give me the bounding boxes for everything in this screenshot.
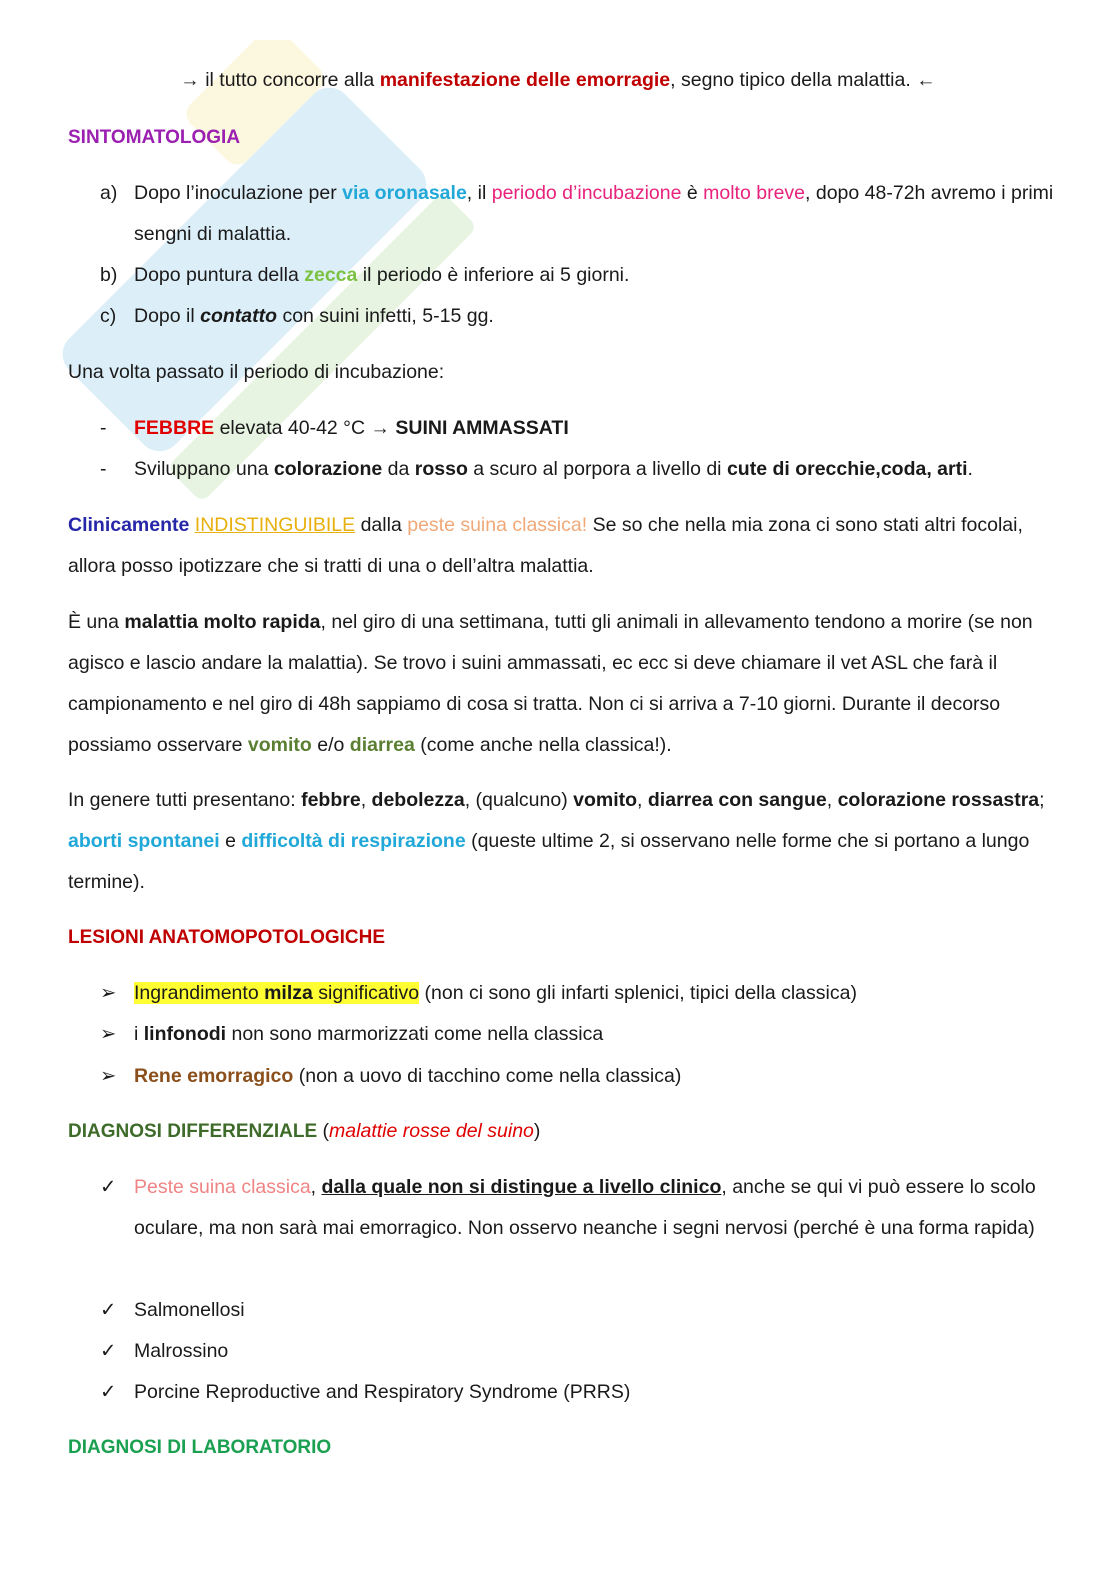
suini-ammassati: SUINI AMMASSATI <box>389 417 569 439</box>
diarrea-sangue: diarrea con sangue <box>647 789 827 811</box>
text: dalla <box>355 514 408 536</box>
list-item <box>134 973 1054 1014</box>
vomito: vomito <box>247 734 312 756</box>
text: , dopo 48-72h avremo i primi sengni di malattia. <box>134 182 1054 245</box>
text: , <box>826 789 838 811</box>
linfonodi: linfonodi <box>143 1023 227 1045</box>
highlighted-text <box>134 982 419 1004</box>
list-item: Salmonellosi <box>134 1299 245 1321</box>
text: da <box>382 458 415 480</box>
milza: milza <box>264 982 313 1004</box>
intro-post: , segno tipico della malattia. <box>670 69 917 91</box>
peste-suina-classica: Peste suina classica <box>134 1176 311 1198</box>
list-marker: c) <box>100 305 117 327</box>
intro-line <box>0 60 1116 101</box>
arrow-bullet-icon: ➢ <box>100 1023 117 1045</box>
malattie-rosse: malattie rosse del suino <box>329 1120 534 1142</box>
text: elevata 40-42 °C <box>214 417 371 439</box>
text: , anche se qui vi può essere lo scolo oculare, ma non sarà mai emorragico. Non osservo neanche i segni nervosi (perché è una forma rapida) <box>134 1176 1036 1239</box>
indistinguibile: INDISTINGUIBILE <box>194 514 356 536</box>
heading-lesioni: LESIONI ANATOMOPOTOLOGICHE <box>68 927 386 948</box>
list-item <box>134 1167 1054 1249</box>
list-item <box>134 1056 1054 1097</box>
arrow-right-icon: → <box>180 69 200 91</box>
list-marker: - <box>100 458 107 480</box>
arrow-bullet-icon: ➢ <box>100 982 117 1004</box>
text: ( <box>317 1120 330 1142</box>
colorazione-rossastra: colorazione rossastra <box>837 789 1040 811</box>
intro-pre: il tutto concorre alla <box>199 69 380 91</box>
list-item <box>134 408 1054 449</box>
rene-emorragico: Rene emorragico <box>134 1065 294 1087</box>
text: In genere tutti presentano: <box>68 789 302 811</box>
arrow-left-icon: ← <box>916 69 936 91</box>
rapida-paragraph <box>68 602 1058 766</box>
contatto: contatto <box>200 305 278 327</box>
text: (come anche nella classica!). <box>414 734 672 756</box>
arrow-bullet-icon: ➢ <box>100 1065 117 1087</box>
molto-breve: molto breve <box>703 182 806 204</box>
text: e <box>219 830 242 852</box>
text: Dopo il <box>134 305 201 327</box>
text: Dopo puntura della <box>134 264 305 286</box>
list-item <box>134 173 1054 255</box>
heading-diagnosi-laboratorio: DIAGNOSI DI LABORATORIO <box>68 1437 332 1458</box>
text: , il <box>466 182 492 204</box>
check-icon: ✓ <box>100 1381 117 1403</box>
list-item <box>134 449 1054 490</box>
list-marker: - <box>100 417 107 439</box>
text: (non a uovo di tacchino come nella classica) <box>293 1065 682 1087</box>
list-item <box>134 296 1054 337</box>
diarrea: diarrea <box>349 734 415 756</box>
intro-emphasis: manifestazione delle emorragie <box>379 69 671 91</box>
text: ) <box>533 1120 541 1142</box>
check-icon: ✓ <box>100 1340 117 1362</box>
text: Dopo l’inoculazione per <box>134 182 343 204</box>
vomito: vomito <box>573 789 638 811</box>
text: con suini infetti, 5-15 gg. <box>277 305 494 327</box>
periodo-incubazione: periodo d’incubazione <box>491 182 682 204</box>
debolezza: debolezza <box>371 789 465 811</box>
malattia-rapida: malattia molto rapida <box>124 611 321 633</box>
colorazione: colorazione <box>273 458 383 480</box>
febbre-label: FEBBRE <box>134 417 215 439</box>
text: (queste ultime 2, si osservano nelle forme che si portano a lungo termine). <box>68 830 1030 893</box>
text: (non ci sono gli infarti splenici, tipici della classica) <box>419 982 857 1004</box>
list-marker: a) <box>100 182 118 204</box>
aborti-spontanei: aborti spontanei <box>68 830 220 852</box>
difficolta-respirazione: difficoltà di respirazione <box>241 830 466 852</box>
heading-sintomatologia: SINTOMATOLOGIA <box>68 127 241 148</box>
list-marker: b) <box>100 264 118 286</box>
text: significativo <box>312 982 420 1004</box>
genere-paragraph <box>68 780 1058 903</box>
text: Se so che nella mia zona ci sono stati altri focolai, allora posso ipotizzare che si tratti di una o dell’altra malattia. <box>68 514 1023 577</box>
clinicamente: Clinicamente <box>68 514 190 536</box>
zecca: zecca <box>304 264 358 286</box>
via-oronasale: via oronasale <box>342 182 467 204</box>
check-icon: ✓ <box>100 1299 117 1321</box>
rosso: rosso <box>414 458 468 480</box>
text: È una <box>68 611 125 633</box>
una-volta-paragraph: Una volta passato il periodo di incubazione: <box>68 361 445 383</box>
list-item: Porcine Reproductive and Respiratory Syndrome (PRRS) <box>134 1381 631 1403</box>
arrow-right-icon: → <box>370 417 390 439</box>
heading-text: DIAGNOSI DIFFERENZIALE <box>68 1121 318 1142</box>
list-item <box>134 1014 1054 1055</box>
text: ; <box>1039 789 1045 811</box>
text: Ingrandimento <box>134 982 265 1004</box>
text: il periodo è inferiore ai 5 giorni. <box>357 264 630 286</box>
febbre: febbre <box>301 789 361 811</box>
text: a scuro al porpora a livello di <box>467 458 727 480</box>
heading-diagnosi-differenziale <box>68 1111 1058 1152</box>
text: , <box>360 789 372 811</box>
list-item: Malrossino <box>134 1340 229 1362</box>
cute: cute di orecchie,coda, arti <box>726 458 968 480</box>
text: è <box>681 182 704 204</box>
peste-suina-classica: peste suina classica! <box>407 514 588 536</box>
check-icon: ✓ <box>100 1176 117 1198</box>
text: , (qualcuno) <box>464 789 574 811</box>
text: non sono marmorizzati come nella classica <box>226 1023 604 1045</box>
text: e/o <box>311 734 350 756</box>
list-item <box>134 255 1054 296</box>
text: , <box>310 1176 322 1198</box>
text: Sviluppano una <box>134 458 274 480</box>
text: i <box>134 1023 144 1045</box>
text: , <box>637 789 648 811</box>
text: , nel giro di una settimana, tutti gli animali in allevamento tendono a morire (se non agisco e lascio andare la malattia). Se trovo i suini ammassati, ec ecc si deve chiamare il vet ASL che farà il campionamento e nel giro di 48h sappiamo di cosa si tratta. Non ci si arriva a 7-10 giorni. Durante il decorso possiamo osservare <box>68 611 1033 756</box>
text: . <box>967 458 973 480</box>
non-si-distingue: dalla quale non si distingue a livello clinico <box>321 1176 722 1198</box>
clinicamente-paragraph <box>68 505 1058 587</box>
